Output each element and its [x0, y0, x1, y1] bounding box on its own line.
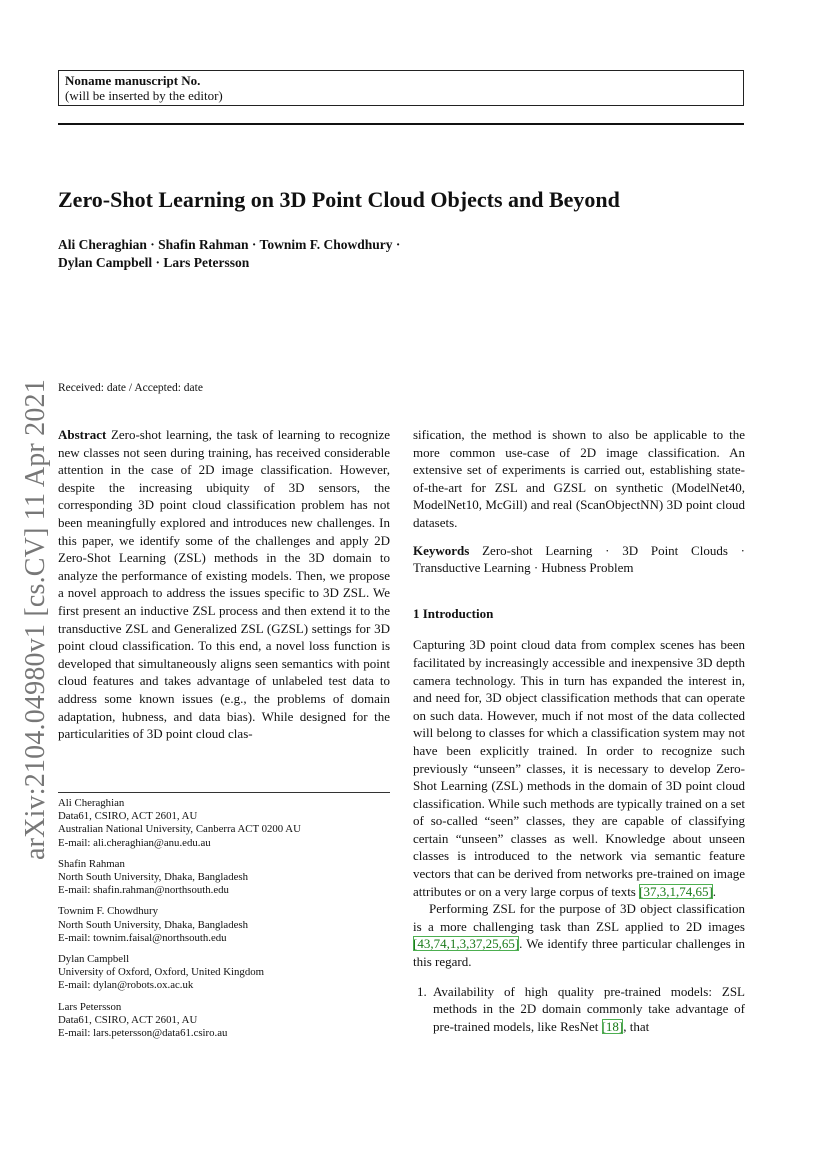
affiliation-email: E-mail: townim.faisal@northsouth.edu [58, 931, 227, 944]
intro-paragraph-1 [413, 636, 745, 900]
arxiv-stamp [20, 379, 51, 890]
abstract-heading: Abstract [58, 427, 107, 442]
affiliation-line: North South University, Dhaka, Bangladesh [58, 918, 249, 931]
affiliation-block [58, 1001, 398, 1041]
affiliation-line: University of Oxford, Oxford, United Kingdom [58, 966, 265, 979]
header-rule [58, 123, 744, 125]
affiliation-block [58, 858, 398, 898]
author-affiliations [58, 797, 398, 1048]
affiliation-name: Ali Cheraghian [58, 797, 125, 809]
affiliation-line: Australian National University, Canberra ACT 0200 AU [58, 823, 301, 836]
affiliation-line: Data61, CSIRO, ACT 2601, AU [58, 1013, 198, 1026]
author-list [58, 236, 658, 272]
affiliation-name: Shafin Rahman [58, 857, 125, 870]
affiliation-email: E-mail: dylan@robots.ox.ac.uk [58, 979, 194, 992]
intro-paragraph-2 [413, 900, 745, 970]
intro-text: . We identify three particular challenges in this regard. [413, 936, 745, 970]
intro-text: Capturing 3D point cloud data from complex scenes has been facilitated by increasingly accessible and inexpensive 3D depth camera technology. This in turn has expanded the interest in, and need for, 3D object classification methods that can operate on such data. However, much if not most of the data collected will belong to classes for which a classification system may not have been explicitly trained. In order to recognize such previously “unseen” classes, it is necessary to develop Zero-Shot Learning (ZSL) methods in the domain of 3D point cloud classification. While such methods are typically trained on a set of so-called “seen” classes, they are capable of classifying certain “unseen” classes as well. Knowledge about unseen classes is introduced to the network via semantic feature vectors that can be derived from networks pre-trained on image attributes or on a very large corpus of texts [413, 637, 745, 899]
list-number: 1. [417, 983, 427, 999]
challenge-list-item-1 [413, 983, 745, 1036]
intro-text: . [712, 883, 717, 899]
affiliation-name: Townim F. Chowdhury [58, 905, 159, 918]
intro-text: Performing ZSL for the purpose of 3D object classification is a more challenging task than ZSL applied to 2D images [413, 901, 745, 934]
manuscript-notice-title: Noname manuscript No. [65, 73, 201, 88]
affiliation-block [58, 953, 398, 993]
author-line-1: Ali Cheraghian · Shafin Rahman · Townim F. Chowdhury · [58, 237, 401, 252]
list-item-text: , that [623, 1018, 650, 1034]
author-line-2: Dylan Campbell · Lars Petersson [58, 255, 250, 270]
abstract-text-left: Zero-shot learning, the task of learning to recognize new classes not seen during training, has received considerable attention in the case of 2D image classification. However, despite the increasing ubiquity of 3D sensors, the corresponding 3D point cloud classification problem has not been meaningfully explored and introduces new challenges. In this paper, we identify some of the challenges and apply 2D Zero-Shot Learning (ZSL) methods in the 3D domain to analyze the performance of existing models. Then, we propose a novel approach to address the issues specific to 3D ZSL. We first present an inductive ZSL process and then extend it to the transductive ZSL and Generalized ZSL (GZSL) settings for 3D point cloud classification. To this end, a novel loss function is developed that simultaneously aligns seen semantics with point cloud features and takes advantage of unlabeled test data to address some known issues (e.g., the problems of domain adaptation, hubness, and data bias). While designed for the particularities of 3D point cloud clas- [58, 427, 390, 742]
affiliation-name: Lars Petersson [58, 1000, 122, 1013]
citation-link[interactable]: [43,74,1,3,37,25,65] [413, 936, 520, 952]
section-heading-introduction: 1 Introduction [413, 605, 494, 621]
affiliation-line: North South University, Dhaka, Bangladesh [58, 871, 249, 884]
paper-title: Zero-Shot Learning on 3D Point Cloud Objects and Beyond [58, 187, 620, 212]
affiliation-email: E-mail: lars.petersson@data61.csiro.au [58, 1027, 228, 1040]
affiliation-block [58, 905, 398, 945]
footnote-rule [58, 792, 390, 793]
left-column [58, 426, 390, 743]
affiliation-name: Dylan Campbell [58, 953, 130, 966]
affiliation-email: E-mail: shafin.rahman@northsouth.edu [58, 884, 229, 897]
list-item-text: Availability of high quality pre-trained models: ZSL methods in the 2D domain commonly take advantage of pre-trained models, like ResNet [433, 983, 745, 1034]
abstract-continuation: sification, the method is shown to also be applicable to the more common use-case of 2D image classification. An extensive set of experiments is carried out, establishing state-of-the-art for ZSL and GZSL on synthetic (ModelNet40, ModelNet10, McGill) and real (ScanObjectNN) 3D point cloud datasets. [413, 427, 745, 530]
citation-link[interactable]: [18] [601, 1018, 624, 1034]
manuscript-notice-box [58, 70, 744, 106]
affiliation-block [58, 797, 398, 850]
arxiv-stamp-text: arXiv:2104.04980v1 [cs.CV] 11 Apr 2021 [20, 379, 51, 860]
manuscript-notice-subtitle: (will be inserted by the editor) [65, 88, 223, 103]
received-line: Received: date / Accepted: date [58, 382, 203, 394]
right-column [413, 426, 745, 1035]
keywords-text: Zero-shot Learning · 3D Point Clouds · Transductive Learning · Hubness Problem [413, 542, 745, 576]
affiliation-email: E-mail: ali.cheraghian@anu.edu.au [58, 836, 211, 849]
keywords-paragraph [413, 542, 745, 577]
abstract-paragraph [58, 426, 390, 743]
affiliation-line: Data61, CSIRO, ACT 2601, AU [58, 810, 198, 823]
citation-link[interactable]: [37,3,1,74,65] [639, 883, 713, 899]
keywords-heading: Keywords [413, 542, 470, 558]
